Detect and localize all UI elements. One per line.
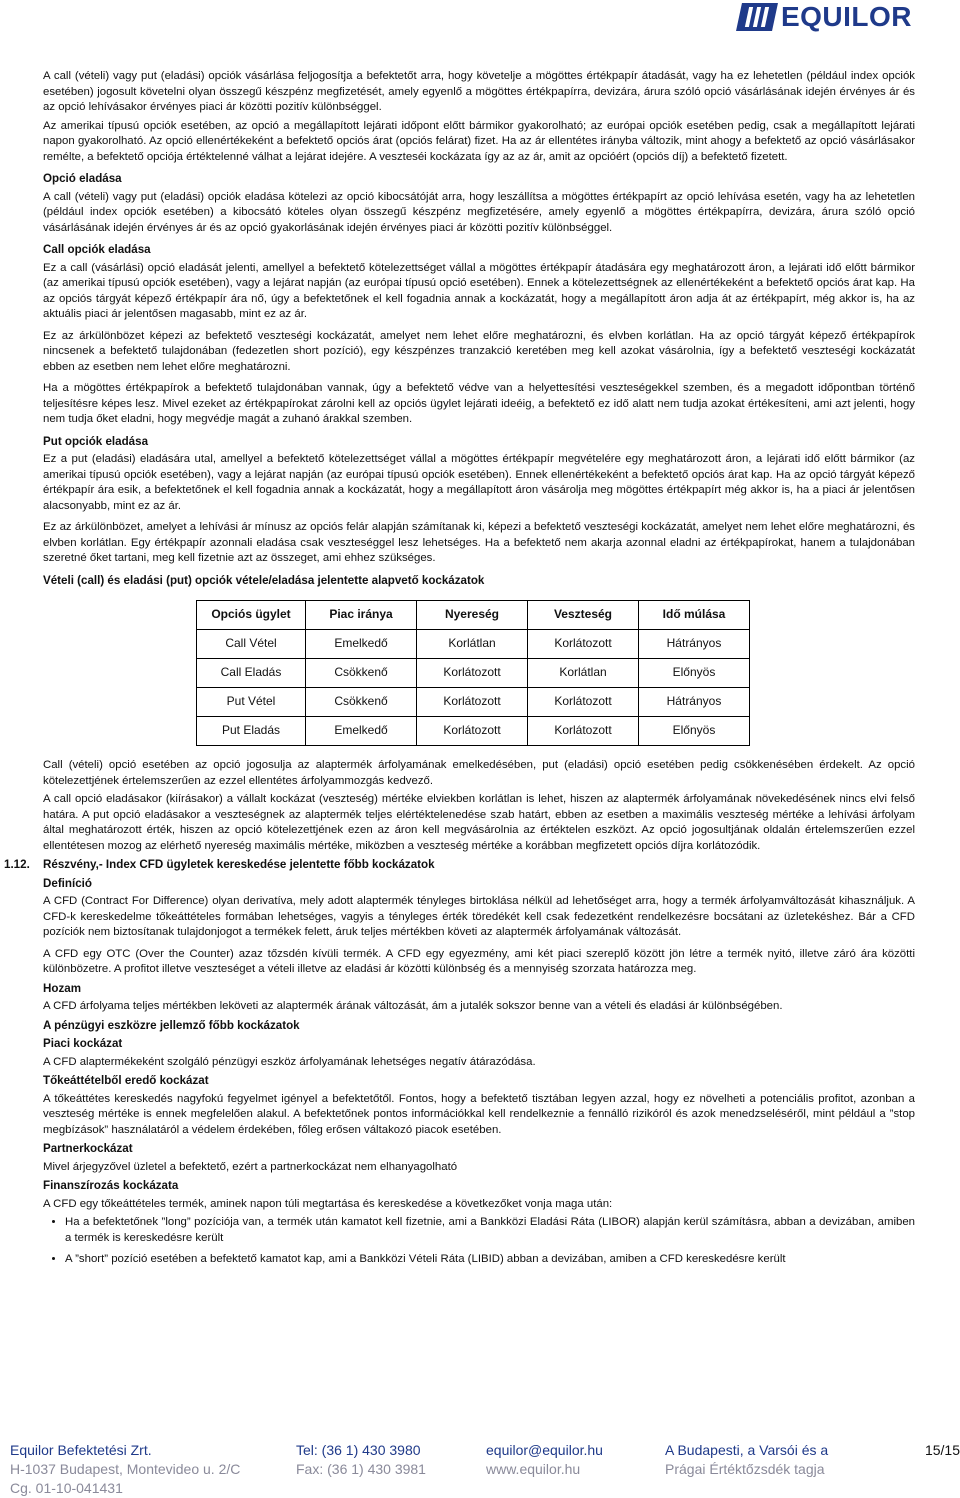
table-cell: Emelkedő: [306, 630, 417, 659]
table-header-cell: Veszteség: [528, 601, 639, 630]
table-cell: Korlátozott: [528, 717, 639, 746]
footer-address: H-1037 Budapest, Montevideo u. 2/C: [10, 1461, 241, 1477]
paragraph: Ez a call (vásárlási) opció eladását jelenti, amellyel a befektető kötelezettséget vállal a mögöttes értékpapír átadására egy meghatározott áron, a lejárati idő előtt bármikor (az amerikai típusú opciók esetében), vagy a lejárat napján (az európai típusú opció esetében). Ennek a kötelezettségnek az ellenértékeként a befektető opciós árat kap. Ha az opciós tárgyát képező értékpapír ára nő, úgy a befektetőnek el kell fogadnia annak a kockázatát, hogy a megállapított áron adja át az értékpapírt, még akkor is, ha az aktuális piaci ár jelentősen magasabb, mint ez az ár.: [43, 261, 915, 320]
paragraph: A call (vételi) vagy put (eladási) opciók vásárlása feljogosítja a befektetőt arra, hogy követelje a mögöttes értékpapír átadását, vagy ha ez lehetetlen (például index opciók esetében) jogosult követelni olyan összegű készpénz megfizetését, amely egyenlő a mögöttes értékpapírra, devizára, árura szóló opció vásárlásának idején érvényes ár és az opció lehívásakor érvényes piaci ár közötti pozitív különbséggel.: [43, 70, 915, 113]
list-item: • Ha a befektetőnek ”long” pozíciója van, a termék után kamatot kell fizetnie, ami a Bankközi Eladási Ráta (LIBOR) alapján kerül számításra, abban a devizában, amiben a termék is kereskedésre került: [65, 1215, 915, 1246]
paragraph: A CFD árfolyama teljes mértékben leköveti az alaptermék árának változását, ám a jutalék sokszor benne van a vételi és eladási ár különbségében.: [43, 1000, 783, 1012]
paragraph: A tőkeáttétes kereskedés nagyfokú fegyelmet igényel a befektetőtől. Fontos, hogy a befektető tisztában legyen azzal, hogy ez növelheti a potenciális profitot, azonban a veszteség mértéke is ennek megfelelően alakul. A befektetőnek pontos információkkal kell rendelkeznie a fennálló rizikóról és azok menedzseléséről, mint például a ”stop megbízások” használatáról a védelem érdekében, főleg erősen váltakozó piacok esetében.: [43, 1092, 915, 1136]
footer-member-line2: Prágai Értéktőzsdék tagja: [665, 1461, 825, 1477]
table-cell: Emelkedő: [306, 717, 417, 746]
heading-put-eladasa: Put opciók eladása: [43, 434, 149, 448]
table-header-cell: Piac iránya: [306, 601, 417, 630]
heading-finanszirozas: Finanszírozás kockázata: [43, 1179, 179, 1192]
paragraph: Ez az árkülönbözet képezi az befektető veszteségi kockázatát, amelyet nem lehet előre meghatározni, és elvben korlátlan. Ha az opció tárgyát képező értékpapírok nincsenek a befektető tulajdonában (fedezetlen short pozíció), egy készpénzes tranzakció keretében meg kell azokat vásárolnia, így a befektető veszteségi kockázatát ebben az esetben nem lehet előre meghatározni.: [43, 329, 915, 373]
paragraph: A CFD egy tőkeáttételes termék, aminek napon túli megtartása és kereskedése a következőket vonja maga után:: [43, 1197, 613, 1210]
table-row: [197, 717, 750, 746]
heading-tokeattetel: Tőkeáttételből eredő kockázat: [43, 1074, 209, 1087]
table-cell: Call Vétel: [197, 630, 306, 659]
section-heading: [4, 857, 915, 873]
table-cell: Korlátlan: [528, 659, 639, 688]
table-row: [197, 659, 750, 688]
table-header-cell: Opciós ügylet: [197, 601, 306, 630]
footer-cg: Cg. 01-10-041431: [10, 1480, 123, 1496]
list-item: • A ”short” pozíció esetében a befektető kamatot kap, ami a Bankközi Vételi Ráta (LIBID) abban a devizában, amiben a CFD kereskedésre került: [65, 1252, 915, 1268]
paragraph: A call (vételi) vagy put (eladási) opciók eladása kötelezi az opció kibocsátóját arra, hogy leszállítsa a mögöttes értékpapírt az opció lehívása esetén, vagy ha az lehetetlen (például index opciók esetében) a kibocsátó köteles olyan összegű készpénz megfizetésére, amely egyenlő a mögöttes értékpapírra, devizára, árura szóló opció vásárlásának idején érvényes ár és az opció gyakorlásának idején érvényes piaci ár közötti pozitív különbséggel.: [43, 190, 915, 234]
table-cell: Put Vétel: [197, 688, 306, 717]
footer-email[interactable]: equilor@equilor.hu: [486, 1442, 603, 1458]
paragraph: A CFD (Contract For Difference) olyan derivatíva, mely adott alaptermék tényleges birtoklása nélkül ad lehetőséget arra, hogy a termék árfolyamváltozását kihasználjuk. A CFD-k kereskedelme tőkeáttételes formában lehetséges, vagyis a tényleges érték töredékét kell csak fedezetként rendelkezésre bocsátani az üzletekéshez. Bár a CFD pozíciók nem biztosítanak tulajdonjogot a termékek felett, áruk teljes mértékben követi az alaptermék árfolyamának változását.: [43, 895, 915, 938]
section-number: 1.12.: [4, 858, 30, 871]
paragraph: A CFD alaptermékeként szolgáló pénzügyi eszköz árfolyamának lehetséges negatív átárazódása.: [43, 1055, 536, 1068]
paragraph: A call opció eladásakor (kiírásakor) a vállalt kockázat (veszteség) mértéke elviekben korlátlan is lehet, hiszen az alaptermék árfolyamának növekedésének nincs elvi felső határa. A put opció eladásakor a veszteségnek az alaptermék teljes elértéktelenedése szab határt, ebben az esetben a maximális veszteség mértéke a lehívási árfolyam által meghatározott érték, hiszen az opció kötelezettjének ezen az áron kell megvásárolnia az értéktelen eszközt. Az opció jogosultjának oldalán értelemszerűen ezzel ellentétesen mozog az elérhető nyereség maximális mértéke, miközben a veszteség mértéke a korábban megfizetett opciós díjra korlátozódik.: [43, 793, 915, 852]
footer-fax: Fax: (36 1) 430 3981: [296, 1461, 426, 1477]
table-cell: Put Eladás: [197, 717, 306, 746]
table-header-cell: Nyereség: [417, 601, 528, 630]
table-cell: Hátrányos: [639, 688, 750, 717]
footer-web[interactable]: www.equilor.hu: [486, 1461, 581, 1477]
paragraph: Call (vételi) opció esetében az opció jogosulja az alaptermék árfolyamának emelkedésében, put (eladási) opció esetében pedig csökkenésében érdekelt. Az opció kötelezettjének értelemszerűen az ezzel ellentétes árfolyammozgás kedvező.: [43, 759, 915, 787]
heading-opcio-eladasa: Opció eladása: [43, 172, 122, 185]
heading-definicio: Definíció: [43, 876, 92, 890]
table-cell: Előnyös: [639, 659, 750, 688]
table-row: [197, 688, 750, 717]
table-cell: Korlátozott: [417, 717, 528, 746]
table-cell: Korlátozott: [528, 688, 639, 717]
document-body: [4, 69, 915, 1274]
table-cell: Korlátozott: [528, 630, 639, 659]
table-cell: Korlátozott: [417, 688, 528, 717]
heading-piaci: Piaci kockázat: [43, 1037, 123, 1050]
table-cell: Csökkenő: [306, 659, 417, 688]
section-title: Részvény,- Index CFD ügyletek kereskedése jelentette főbb kockázatok: [43, 858, 435, 871]
heading-partner: Partnerkockázat: [43, 1142, 133, 1155]
paragraph: Az amerikai típusú opciók esetében, az opció a megállapított lejárati időpont előtt bármikor gyakorolható; az európai opciók esetében pedig, csak a megállapított lejárati napon gyakorolható. Az opció ellenértékeként a befektető opciós árat (opciós felárat) fizet. Ha az ár ellentétes irányba változik, mint ahogy a befektető az opció vásárlásakor remélte, a befektető opciója értéktelenné válhat a lejárat idejére. A veszteséi kockázata így az az ár, amit az opcióért (opciós díj) a befektető fizetett.: [43, 119, 915, 163]
table-cell: Csökkenő: [306, 688, 417, 717]
footer-company: Equilor Befektetési Zrt.: [10, 1442, 152, 1458]
table-cell: Előnyös: [639, 717, 750, 746]
equilor-logo: [739, 2, 912, 32]
heading-hozam: Hozam: [43, 981, 82, 995]
paragraph: A CFD egy OTC (Over the Counter) azaz tőzsdén kívüli termék. A CFD egy egyezmény, ami két piaci szereplő között jön létre a termék nyitó, illetve záró ára közötti különbözetre. A profitot illetve veszteséget a vételi illetve az eladási ár közötti különbség és a mennyiség szorzata határozza meg.: [43, 947, 915, 975]
heading-table-title: Vételi (call) és eladási (put) opciók vétele/eladása jelentette alapvető kockázatok: [43, 573, 485, 587]
footer-member-line1: A Budapesti, a Varsói és a: [665, 1442, 829, 1458]
table-cell: Call Eladás: [197, 659, 306, 688]
heading-call-eladasa: Call opciók eladása: [43, 243, 151, 256]
table-row: [197, 630, 750, 659]
table-header-row: [197, 601, 750, 630]
paragraph: Mivel árjegyzővel üzletel a befektető, ezért a partnerkockázat nem elhanyagolható: [43, 1160, 458, 1173]
paragraph: Ez a put (eladási) eladására utal, amellyel a befektető kötelezettséget vállal a mögöttes értékpapír megvételére egy meghatározott áron, a lejárati idő előtt bármikor (az amerikai típusú opciók esetében), vagy a lejárat napján (az európai típusú opciók esetében). Ennek ellenértékeként a befektető opciós árat kap. Ha az opció tárgyát képező értékpapír ára esik, a befektetőnek el kell fogadnia annak a kockázatát, hogy a megállapított áron vásárolja meg mögöttes értékpapírt még akkor is, ha a piaci ár jelentősen alacsonyabb, mint ez az ár.: [43, 453, 915, 512]
logo-text: EQUILOR: [780, 1, 912, 32]
equilor-logo-icon: [736, 3, 778, 31]
table-cell: Korlátozott: [417, 659, 528, 688]
paragraph: Ha a mögöttes értékpapírok a befektető tulajdonában vannak, úgy a befektető védve van a helyettesítési veszteségekkel szemben, és a megadott időpontban történő teljesítésre képes lesz. Mivel ezeket az értékpapírokat zárolni kell az opciós ügylet lejárati ideéig, a befektető ez idő alatt nem tudja azokat értékesíteni, ami azt jelenti, hogy nem tudja őket eladni, hogy megvédje magát a zuhanó árakkal szemben.: [43, 382, 915, 425]
footer-tel: Tel: (36 1) 430 3980: [296, 1442, 421, 1458]
heading-penzugyi: A pénzügyi eszközre jellemző főbb kockázatok: [43, 1018, 300, 1032]
table-cell: Hátrányos: [639, 630, 750, 659]
risk-table: [196, 600, 750, 746]
table-cell: Korlátlan: [417, 630, 528, 659]
paragraph: Ez az árkülönbözet, amelyet a lehívási ár mínusz az opciós felár alapján számítanak ki, képezi a befektető veszteségi kockázatát, amelyet nem lehet előre meghatározni, és elvben korlátlan. Egy értékpapír azonnali eladása csak veszteséggel lesz lehetséges. Ha a befektető nem akarja azonnal eladni az értékpapírokat, hanem a tulajdonában szeretné őket tartani, meg kell fizetnie azt az összeget, ami ehhez szükséges.: [43, 521, 915, 564]
page-number: 15/15: [924, 1442, 960, 1458]
bullet-list: [43, 1215, 915, 1268]
table-header-cell: Idő múlása: [639, 601, 750, 630]
